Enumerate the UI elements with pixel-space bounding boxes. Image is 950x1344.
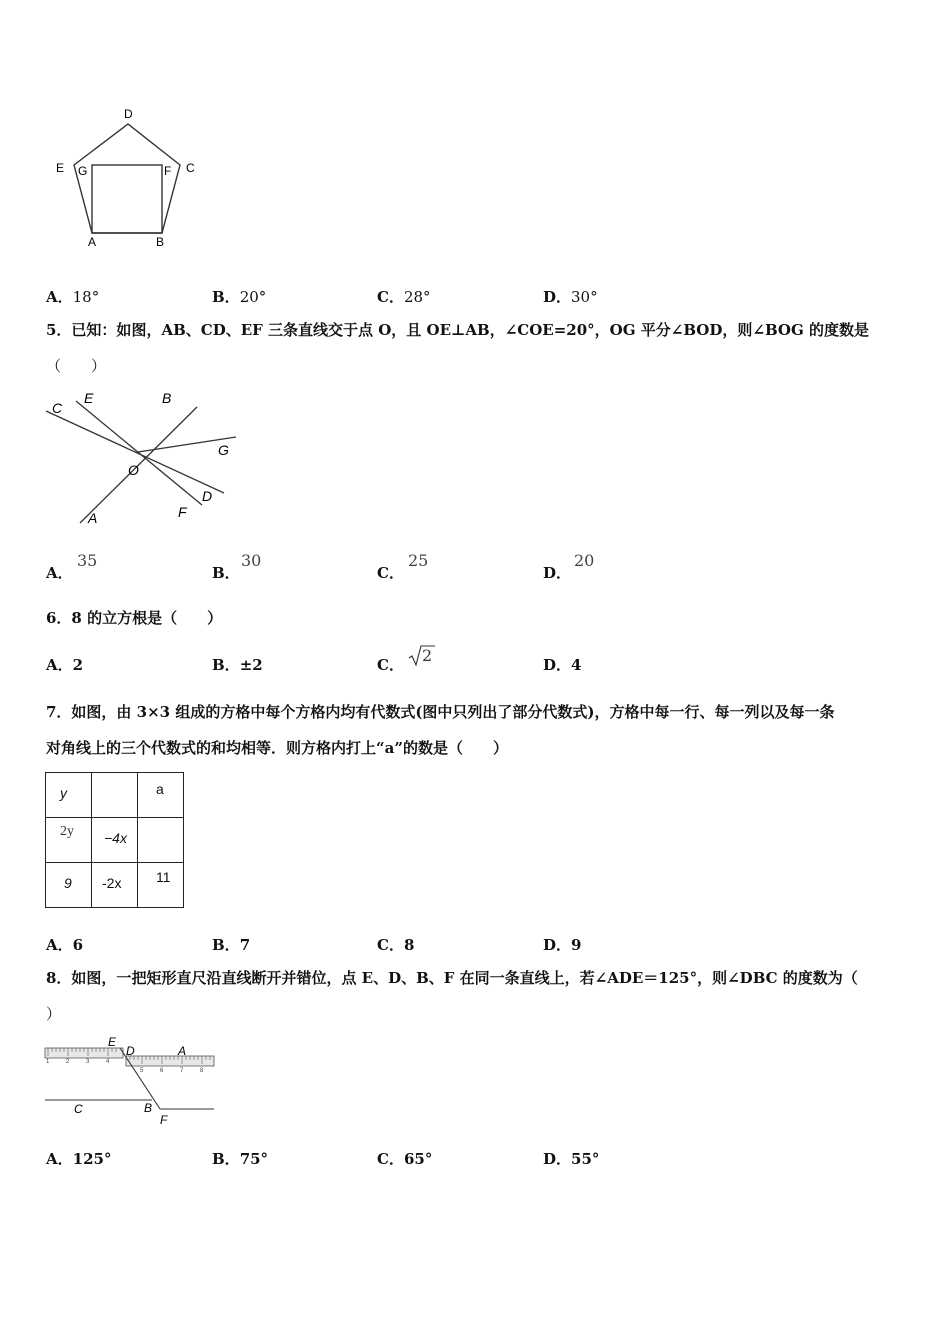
grid-cell: y bbox=[46, 773, 92, 818]
label-A: A bbox=[178, 1044, 187, 1058]
pentagon-square-svg bbox=[50, 100, 210, 255]
q5-option-b-value: 30 bbox=[241, 551, 262, 570]
line-CD bbox=[46, 411, 224, 493]
q8-option-c[interactable] bbox=[377, 1148, 432, 1169]
q6-option-b[interactable] bbox=[212, 654, 263, 675]
option-value: 125° bbox=[72, 1150, 112, 1168]
line-EF bbox=[76, 401, 202, 505]
q5-option-c-value: 25 bbox=[408, 551, 429, 570]
grid-row bbox=[46, 863, 184, 908]
q5-option-d[interactable] bbox=[543, 562, 571, 583]
broken-ruler-svg bbox=[44, 1036, 219, 1131]
option-value: 7 bbox=[239, 936, 251, 954]
label-B: B bbox=[144, 1101, 153, 1115]
q8-stem-line2: ） bbox=[46, 1005, 62, 1023]
label-E: E bbox=[108, 1036, 117, 1049]
q7-stem-line1: 7．如图，由 3×3 组成的方格中每个方格内均有代数式(图中只列出了部分代数式)，方格中每一行、每一列以及每一条 bbox=[46, 703, 835, 721]
label-A: A bbox=[88, 510, 98, 526]
option-label: B． bbox=[212, 656, 240, 674]
option-value: 18° bbox=[72, 288, 100, 306]
option-label: B． bbox=[212, 1150, 240, 1168]
label-F: F bbox=[160, 1113, 168, 1127]
tick-label: 3 bbox=[86, 1059, 90, 1065]
label-O: O bbox=[128, 462, 139, 478]
q8-option-b[interactable] bbox=[212, 1148, 268, 1169]
option-label: C． bbox=[377, 1150, 404, 1168]
label-C: C bbox=[52, 400, 63, 416]
option-value: 9 bbox=[571, 936, 582, 954]
option-label: D． bbox=[543, 1150, 572, 1168]
option-value: 8 bbox=[403, 936, 415, 954]
label-B: B bbox=[162, 390, 172, 406]
option-label: D． bbox=[543, 288, 572, 306]
option-value: 75° bbox=[239, 1150, 269, 1168]
q6-option-d[interactable] bbox=[543, 654, 581, 675]
label-G: G bbox=[218, 442, 229, 458]
option-value: 55° bbox=[571, 1150, 600, 1168]
tick-label: 7 bbox=[180, 1068, 184, 1074]
broken-ruler-figure bbox=[44, 1036, 219, 1131]
option-label: A． bbox=[46, 288, 73, 306]
option-label: A． bbox=[46, 656, 73, 674]
grid-cell: 9 bbox=[46, 863, 92, 908]
label-C: C bbox=[186, 161, 195, 175]
q5-option-c[interactable] bbox=[377, 562, 404, 583]
tick-label: 2 bbox=[66, 1059, 70, 1065]
option-label: D． bbox=[543, 564, 572, 582]
intersecting-lines-svg bbox=[42, 385, 242, 530]
label-A: A bbox=[88, 235, 97, 249]
pentagon-square-figure bbox=[50, 100, 210, 255]
magic-square-grid bbox=[45, 772, 184, 908]
q6-option-c[interactable] bbox=[377, 654, 404, 675]
option-label: A． bbox=[46, 936, 73, 954]
q7-option-d[interactable] bbox=[543, 934, 581, 955]
q4-option-a[interactable] bbox=[46, 286, 99, 307]
q5-stem-line1: 5．已知：如图，AB、CD、EF 三条直线交于点 O，且 OE⊥AB，∠COE=20°，OG 平分∠BOD，则∠BOG 的度数是 bbox=[46, 321, 870, 339]
intersecting-lines-figure bbox=[42, 385, 242, 530]
label-C: C bbox=[74, 1102, 83, 1116]
q5-stem-line2: （ ） bbox=[46, 357, 107, 375]
q6-stem: 6．8 的立方根是（ ） bbox=[46, 609, 223, 627]
q4-option-b[interactable] bbox=[212, 286, 266, 307]
option-value: 4 bbox=[571, 656, 582, 674]
option-label: C． bbox=[377, 936, 404, 954]
tick-label: 1 bbox=[46, 1059, 50, 1065]
tick-label: 6 bbox=[160, 1068, 164, 1074]
q5-option-a-value: 35 bbox=[77, 551, 98, 570]
q5-option-b[interactable] bbox=[212, 562, 240, 583]
option-value: 20° bbox=[239, 288, 267, 306]
label-F: F bbox=[178, 504, 187, 520]
q8-stem-line1: 8．如图，一把矩形直尺沿直线断开并错位，点 E、D、B、F 在同一条直线上，若∠ADE＝125°，则∠DBC 的度数为（ bbox=[46, 969, 858, 987]
label-D: D bbox=[126, 1044, 135, 1058]
sqrt-2-expression bbox=[408, 644, 436, 672]
square-shape bbox=[92, 165, 162, 233]
label-E: E bbox=[84, 390, 94, 406]
q5-option-d-value: 20 bbox=[574, 551, 595, 570]
grid-cell: 2y bbox=[46, 818, 92, 863]
radicand: 2 bbox=[422, 646, 433, 665]
label-E: E bbox=[56, 161, 65, 175]
q5-option-a[interactable] bbox=[46, 562, 73, 583]
q7-option-c[interactable] bbox=[377, 934, 414, 955]
label-B: B bbox=[156, 235, 165, 249]
option-label: D． bbox=[543, 656, 572, 674]
option-label: B． bbox=[212, 936, 240, 954]
q4-option-d[interactable] bbox=[543, 286, 598, 307]
tick-label: 8 bbox=[200, 1068, 204, 1074]
q8-option-d[interactable] bbox=[543, 1148, 599, 1169]
grid-cell: −4x bbox=[92, 818, 138, 863]
q7-option-b[interactable] bbox=[212, 934, 250, 955]
label-F: F bbox=[164, 164, 172, 178]
grid-cell bbox=[138, 818, 184, 863]
label-G: G bbox=[78, 164, 88, 178]
option-label: B． bbox=[212, 564, 240, 582]
tick-label: 4 bbox=[106, 1059, 110, 1065]
q7-option-a[interactable] bbox=[46, 934, 83, 955]
q8-option-a[interactable] bbox=[46, 1148, 111, 1169]
option-label: C． bbox=[377, 288, 404, 306]
grid-row bbox=[46, 773, 184, 818]
label-D: D bbox=[202, 488, 213, 504]
grid-cell bbox=[92, 773, 138, 818]
option-label: A． bbox=[46, 1150, 73, 1168]
pentagon-shape bbox=[74, 124, 180, 233]
option-value: ±2 bbox=[239, 656, 263, 674]
tick-label: 5 bbox=[140, 1068, 144, 1074]
option-value: 65° bbox=[403, 1150, 433, 1168]
q4-option-c[interactable] bbox=[377, 286, 431, 307]
grid-cell: -2x bbox=[92, 863, 138, 908]
grid-cell: 11 bbox=[138, 863, 184, 908]
option-label: C． bbox=[377, 656, 404, 674]
grid-row bbox=[46, 818, 184, 863]
option-value: 2 bbox=[72, 656, 84, 674]
option-label: D． bbox=[543, 936, 572, 954]
grid-cell: a bbox=[138, 773, 184, 818]
label-D: D bbox=[124, 107, 133, 121]
option-value: 28° bbox=[403, 288, 431, 306]
option-label: C． bbox=[377, 564, 404, 582]
q7-stem-line2: 对角线上的三个代数式的和均相等．则方格内打上“a”的数是（ ） bbox=[46, 739, 508, 757]
option-value: 6 bbox=[72, 936, 84, 954]
option-label: A． bbox=[46, 564, 73, 582]
q6-option-a[interactable] bbox=[46, 654, 83, 675]
option-label: B． bbox=[212, 288, 240, 306]
option-value: 30° bbox=[571, 288, 598, 306]
